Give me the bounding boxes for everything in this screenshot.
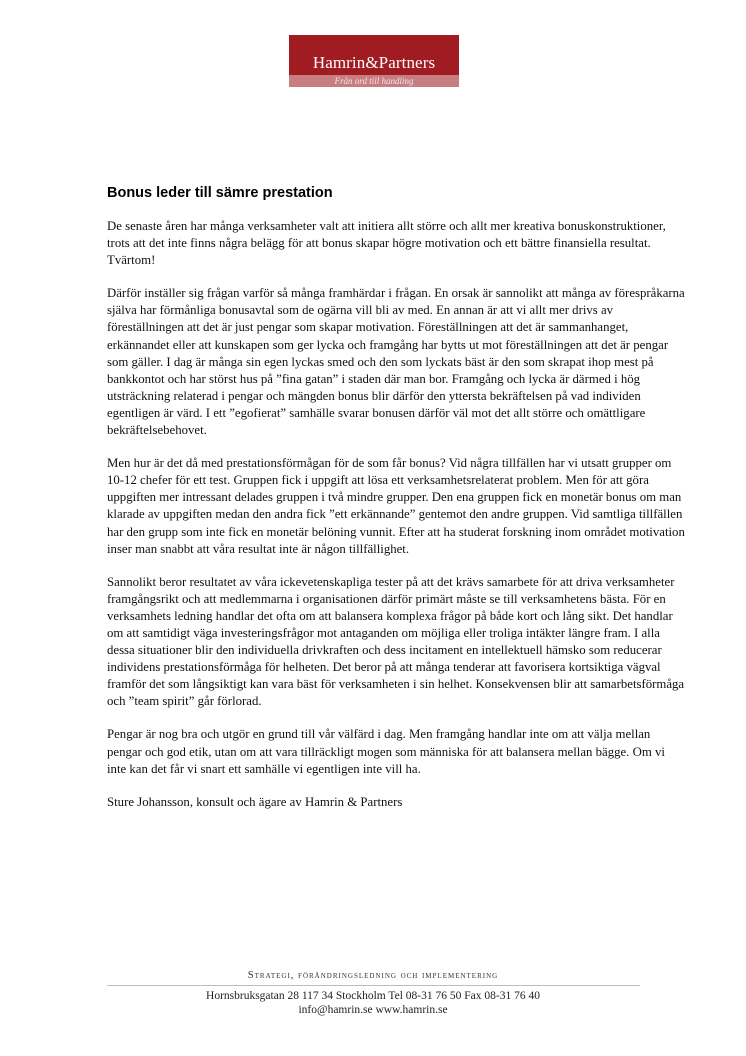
footer-divider <box>107 985 640 986</box>
logo-name: Hamrin&Partners <box>312 53 436 72</box>
paragraph-5: Pengar är nog bra och utgör en grund till vår välfärd i dag. Men framgång handlar inte om att välja mellan pengar och god etik, utan om att vara tillräckligt mogen som människa för att balansera mellan bägge. Om vi inte kan det får vi snart ett samhälle vi egentligen inte vill ha. <box>107 727 665 776</box>
logo-tagline: Från ord till handling <box>289 75 459 87</box>
paragraph-1: De senaste åren har många verksamheter valt att initiera allt större och allt mer kreativa bonuskonstruktioner, trots att det inte finns några belägg för att bonus skapar högre motivation och ett bättre finansiella resultat. Tvärtom! <box>107 219 666 268</box>
paragraph-2: Därför inställer sig frågan varför så många framhärdar i frågan. En orsak är sannolikt att många av förespråkarna själva har förmånliga bonusavtal som de ogärna vill bli av med. En annan är att vi allt mer drivs av föreställningen att det är just pengar som skapar motivation. Föreställningen att det är sammanhanget, erkännandet eller att kunskapen som ger lycka och framgång har bytts ut mot föreställningen att det är pengar som gäller. I dag är många sin egen lyckas smed och den som lyckats bäst är den som skrapat ihop mest på bankkontot och har störst hus på ”fina gatan” i staden där man bor. Framgång och lycka är därmed i hög utsträckning relaterad i pengar och mängden bonus blir därför den yttersta bekräftelsen på vad individen egentligen är värd. I ett ”egofierat” samhälle svarar bonusen därför väl mot det allt större och omättligare bekräftelsebehovet. <box>107 286 685 438</box>
author-signature: Sture Johansson, konsult och ägare av Hamrin & Partners <box>107 794 403 809</box>
article-title: Bonus leder till sämre prestation <box>107 185 333 201</box>
article-body <box>107 218 687 827</box>
footer-contact: info@hamrin.se www.hamrin.se <box>298 1004 448 1016</box>
paragraph-3: Men hur är det då med prestationsförmågan för de som får bonus? Vid några tillfällen har vi utsatt grupper om 10-12 chefer för ett test. Gruppen fick i uppgift att lösa ett verksamhetsrelaterat problem. Men för att göra uppgiften mer intressant delades gruppen i två mindre grupper. Den ena gruppen fick en monetär bonus om man klarade av uppgiften medan den andra fick ”ett erkännande” gentemot den andre gruppen. Vid samtliga tillfällen har den grupp som inte fick en monetär belöning vunnit. Efter att ha studerat forskning inom området motivation inser man snabbt att våra resultat inte är någon tillfällighet. <box>107 456 685 556</box>
footer-address: Hornsbruksgatan 28 117 34 Stockholm Tel 08-31 76 50 Fax 08-31 76 40 <box>206 990 540 1002</box>
paragraph-4: Sannolikt beror resultatet av våra ickevetenskapliga tester på att det krävs samarbete för att driva verksamheter framgångsrikt och att medlemmarna i organisationen därför primärt måste se till verksamhetens bästa. För en verksamhets ledning handlar det ofta om att balansera komplexa frågor på både kort och lång sikt. Det handlar om att samtidigt väga investeringsfrågor mot antaganden om möjliga eller troliga intäkter längre fram. I alla dessa situationer blir den individuella drivkraften och dess incitament en intellektuell hämsko som reducerar individens prestationsförmåga för helheten. Det beror på att många tenderar att favorisera kortsiktiga vägval framför det som långsiktigt kan vara bäst för verksamheten i sin helhet. Konsekvensen blir att samarbetsförmåga och ”team spirit” går förlorad. <box>107 574 685 709</box>
company-logo <box>289 35 459 87</box>
footer-tagline: Strategi, förändringsledning och implementering <box>247 970 499 981</box>
